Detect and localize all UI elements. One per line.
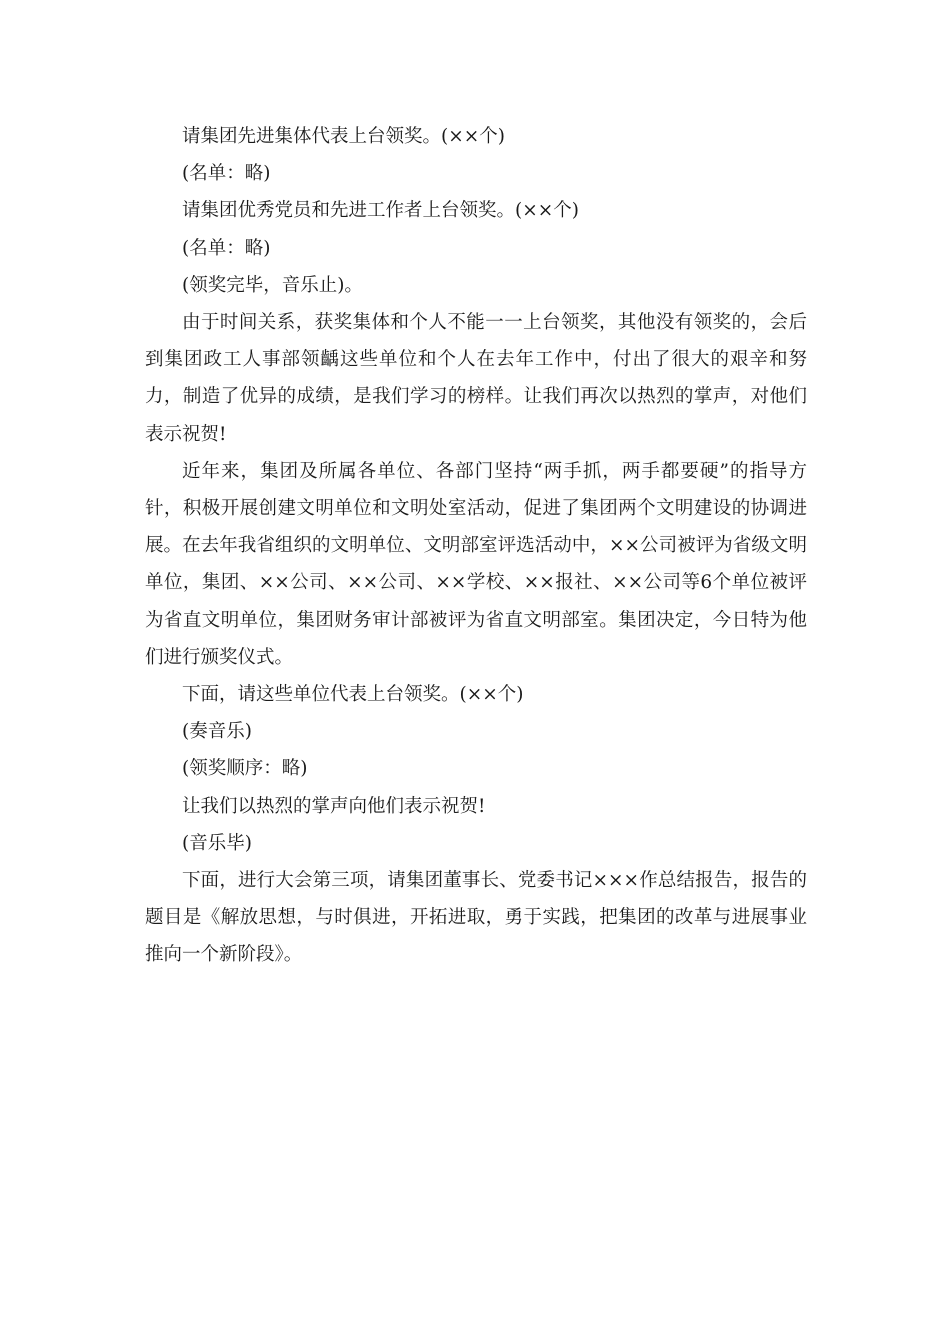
- paragraph-11: 让我们以热烈的掌声向他们表示祝贺!: [182, 795, 486, 817]
- paragraph-8: 下面，请这些单位代表上台领奖。(××个): [182, 684, 524, 706]
- document-body: [145, 118, 807, 974]
- paragraph-7: 近年来，集团及所属各单位、各部门坚持“两手抓，两手都要硬”的指导方针，积极开展创建文明单位和文明处室活动，促进了集团两个文明建设的协调进展。在去年我省组织的文明单位、文明部室评选活动中，××公司被评为省级文明单位，集团、××公司、××公司、××学校、××报社、××公司等6个单位被评为省直文明单位，集团财务审计部被评为省直文明部室。集团决定，今日特为他们进行颁奖仪式。: [145, 460, 807, 668]
- paragraph-1: 请集团先进集体代表上台领奖。(××个): [182, 126, 505, 147]
- paragraph-10: (领奖顺序：略): [182, 758, 308, 780]
- paragraph-9: (奏音乐): [182, 721, 252, 743]
- paragraph-6: 由于时间关系，获奖集体和个人不能一一上台领奖，其他没有领奖的，会后到集团政工人事部领齲这些单位和个人在去年工作中，付出了很大的艰辛和努力，制造了优异的成绩，是我们学习的榜样。让我们再次以热烈的掌声，对他们表示祝贺!: [145, 312, 807, 445]
- paragraph-13: 下面，进行大会第三项，请集团董事长、党委书记×××作总结报告，报告的题目是《解放思想，与时俱进，开拓进取，勇于实践，把集团的改革与进展事业推向一个新阶段》。: [145, 870, 807, 966]
- paragraph-4: (名单：略): [182, 237, 271, 259]
- paragraph-2: (名单：略): [182, 163, 271, 185]
- paragraph-12: (音乐毕): [182, 832, 252, 854]
- paragraph-3: 请集团优秀党员和先进工作者上台领奖。(××个): [182, 200, 579, 222]
- paragraph-5: (领奖完毕，音乐止)。: [182, 274, 363, 296]
